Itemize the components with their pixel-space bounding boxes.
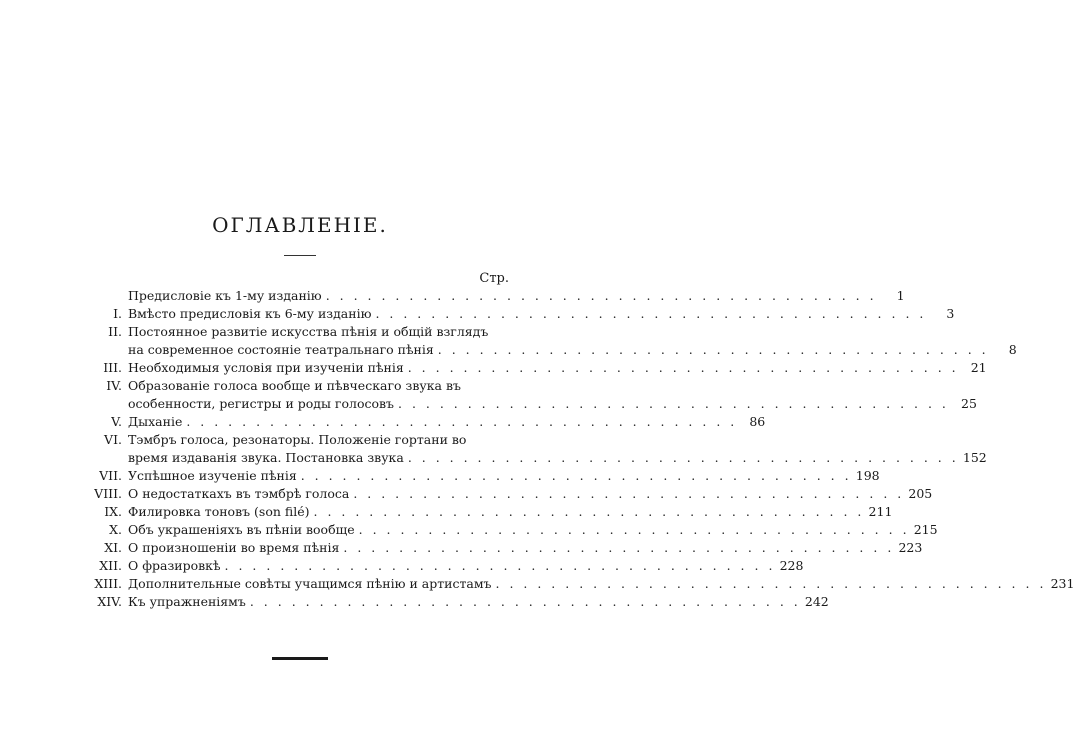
toc-entry-title: Необходимыя условія при изученіи пѣнія: [128, 360, 404, 375]
toc-entry-number: [92, 287, 128, 305]
toc-entry: [92, 467, 880, 485]
toc-entry-title: О произношеніи во время пѣнія: [128, 540, 340, 555]
toc-entry-number: XIV.: [97, 594, 122, 609]
toc-entry-page: 25: [961, 396, 977, 411]
toc-entry-title: на современное состояніе театральнаго пѣнія: [128, 342, 434, 357]
toc-entry-title: Къ упражненіямъ: [128, 594, 246, 609]
toc-entry-number: XI.: [104, 540, 122, 555]
toc-entry-title: время издаванія звука. Постановка звука: [128, 450, 404, 465]
toc-entry-number: IV.: [106, 378, 122, 393]
dot-leader: . . . . . . . . . . . . . . . . . . . . . . . . . . . . . . . . . . . . . . . .: [300, 468, 852, 483]
dot-leader: . . . . . . . . . . . . . . . . . . . . . . . . . . . . . . . . . . . . . . . .: [495, 576, 1047, 591]
toc-entry: [92, 323, 1017, 359]
toc-entry: [92, 485, 933, 503]
dot-leader: . . . . . . . . . . . . . . . . . . . . . . . . . . . . . . . . . . . . . . . .: [224, 558, 776, 573]
toc-entry-title: Объ украшеніяхъ въ пѣніи вообще: [128, 522, 355, 537]
toc-entry-page: 231: [1050, 576, 1074, 591]
toc-entry-title: Тэмбръ голоса, резонаторы. Положеніе гортани во: [128, 432, 467, 447]
dot-leader: . . . . . . . . . . . . . . . . . . . . . . . . . . . . . . . . . . . . . . . .: [407, 450, 959, 465]
toc-entry-number: XIII.: [94, 576, 122, 591]
toc-entry-title: Предисловіе къ 1-му изданію: [128, 288, 322, 303]
toc-entry-number: IX.: [104, 504, 122, 519]
toc-entry-title: О недостаткахъ въ тэмбрѣ голоса: [128, 486, 350, 501]
toc-entry-number: VIII.: [94, 486, 122, 501]
toc-entry-title: Вмѣсто предисловія къ 6-му изданію: [128, 306, 372, 321]
toc-entry-number: II.: [108, 324, 122, 339]
dot-leader: . . . . . . . . . . . . . . . . . . . . . . . . . . . . . . . . . . . . . . . .: [437, 342, 989, 357]
toc-entry-page: 86: [749, 414, 766, 429]
toc-entry-page: 3: [946, 306, 955, 321]
dot-leader: . . . . . . . . . . . . . . . . . . . . . . . . . . . . . . . . . . . . . . . .: [407, 360, 959, 375]
dot-leader: . . . . . . . . . . . . . . . . . . . . . . . . . . . . . . . . . . . . . . . .: [398, 396, 949, 411]
dot-leader: . . . . . . . . . . . . . . . . . . . . . . . . . . . . . . . . . . . . . . . .: [353, 486, 905, 501]
dot-leader: . . . . . . . . . . . . . . . . . . . . . . . . . . . . . . . . . . . . . . . .: [325, 288, 877, 303]
toc-entry-page: 228: [779, 558, 804, 573]
toc-entry: [92, 539, 923, 557]
dot-leader: . . . . . . . . . . . . . . . . . . . . . . . . . . . . . . . . . . . . . . . .: [358, 522, 910, 537]
toc-entry-title: Дополнительные совѣты учащимся пѣнію и артистамъ: [128, 576, 492, 591]
toc-entry: [92, 557, 804, 575]
toc-entry-number: VI.: [104, 432, 122, 447]
toc-entry-number: VII.: [99, 468, 122, 483]
toc-entry-title: О фразировкѣ: [128, 558, 221, 573]
page-title: ОГЛАВЛЕНІЕ.: [212, 213, 388, 237]
toc-entry-page: 223: [898, 540, 923, 555]
dot-leader: . . . . . . . . . . . . . . . . . . . . . . . . . . . . . . . . . . . . . . . .: [186, 414, 738, 429]
toc-entry: [92, 413, 766, 431]
toc-entry: [92, 503, 893, 521]
toc-entry-title: Образованіе голоса вообще и пѣвческаго звука въ: [128, 378, 461, 393]
toc-entry-page: 1: [896, 288, 905, 303]
toc-entry-title: Филировка тоновъ (son filé): [128, 504, 310, 519]
bottom-divider: [272, 657, 328, 660]
toc-entry-title: Дыханіе: [128, 414, 183, 429]
toc-entry: [92, 305, 955, 323]
toc-entry: [92, 593, 829, 611]
toc-entry-page: 211: [868, 504, 893, 519]
toc-entry-number: I.: [113, 306, 122, 321]
toc-entry-page: 215: [913, 522, 938, 537]
toc-entry-number: V.: [111, 414, 122, 429]
dot-leader: . . . . . . . . . . . . . . . . . . . . . . . . . . . . . . . . . . . . . . . .: [375, 306, 927, 321]
dot-leader: . . . . . . . . . . . . . . . . . . . . . . . . . . . . . . . . . . . . . . . .: [343, 540, 895, 555]
toc-entry-page: 152: [962, 450, 987, 465]
toc-entry-number: X.: [109, 522, 122, 537]
toc-entry-title: особенности, регистры и роды голосовъ: [128, 396, 394, 411]
toc-entry-title: Постоянное развитіе искусства пѣнія и общій взглядъ: [128, 324, 489, 339]
toc-entry-number: III.: [103, 360, 122, 375]
toc-entry-number: XII.: [99, 558, 122, 573]
toc-entry: [92, 575, 1074, 593]
title-divider: [284, 255, 316, 256]
toc-entry-title: Успѣшное изученіе пѣнія: [128, 468, 297, 483]
toc-entry: [92, 359, 987, 377]
toc-entry-page: 8: [1008, 342, 1017, 357]
toc-entry: [92, 287, 905, 305]
toc-entry-page: 21: [970, 360, 987, 375]
page-column-label: Стр.: [479, 271, 509, 286]
toc-entry-page: 205: [908, 486, 933, 501]
dot-leader: . . . . . . . . . . . . . . . . . . . . . . . . . . . . . . . . . . . . . . . .: [313, 504, 865, 519]
dot-leader: . . . . . . . . . . . . . . . . . . . . . . . . . . . . . . . . . . . . . . . .: [249, 594, 801, 609]
toc-entry: [92, 521, 938, 539]
toc-entry-page: 242: [804, 594, 829, 609]
table-of-contents: [92, 287, 1074, 611]
toc-entry: [92, 431, 987, 467]
toc-entry-page: 198: [855, 468, 880, 483]
toc-entry: [92, 377, 977, 413]
